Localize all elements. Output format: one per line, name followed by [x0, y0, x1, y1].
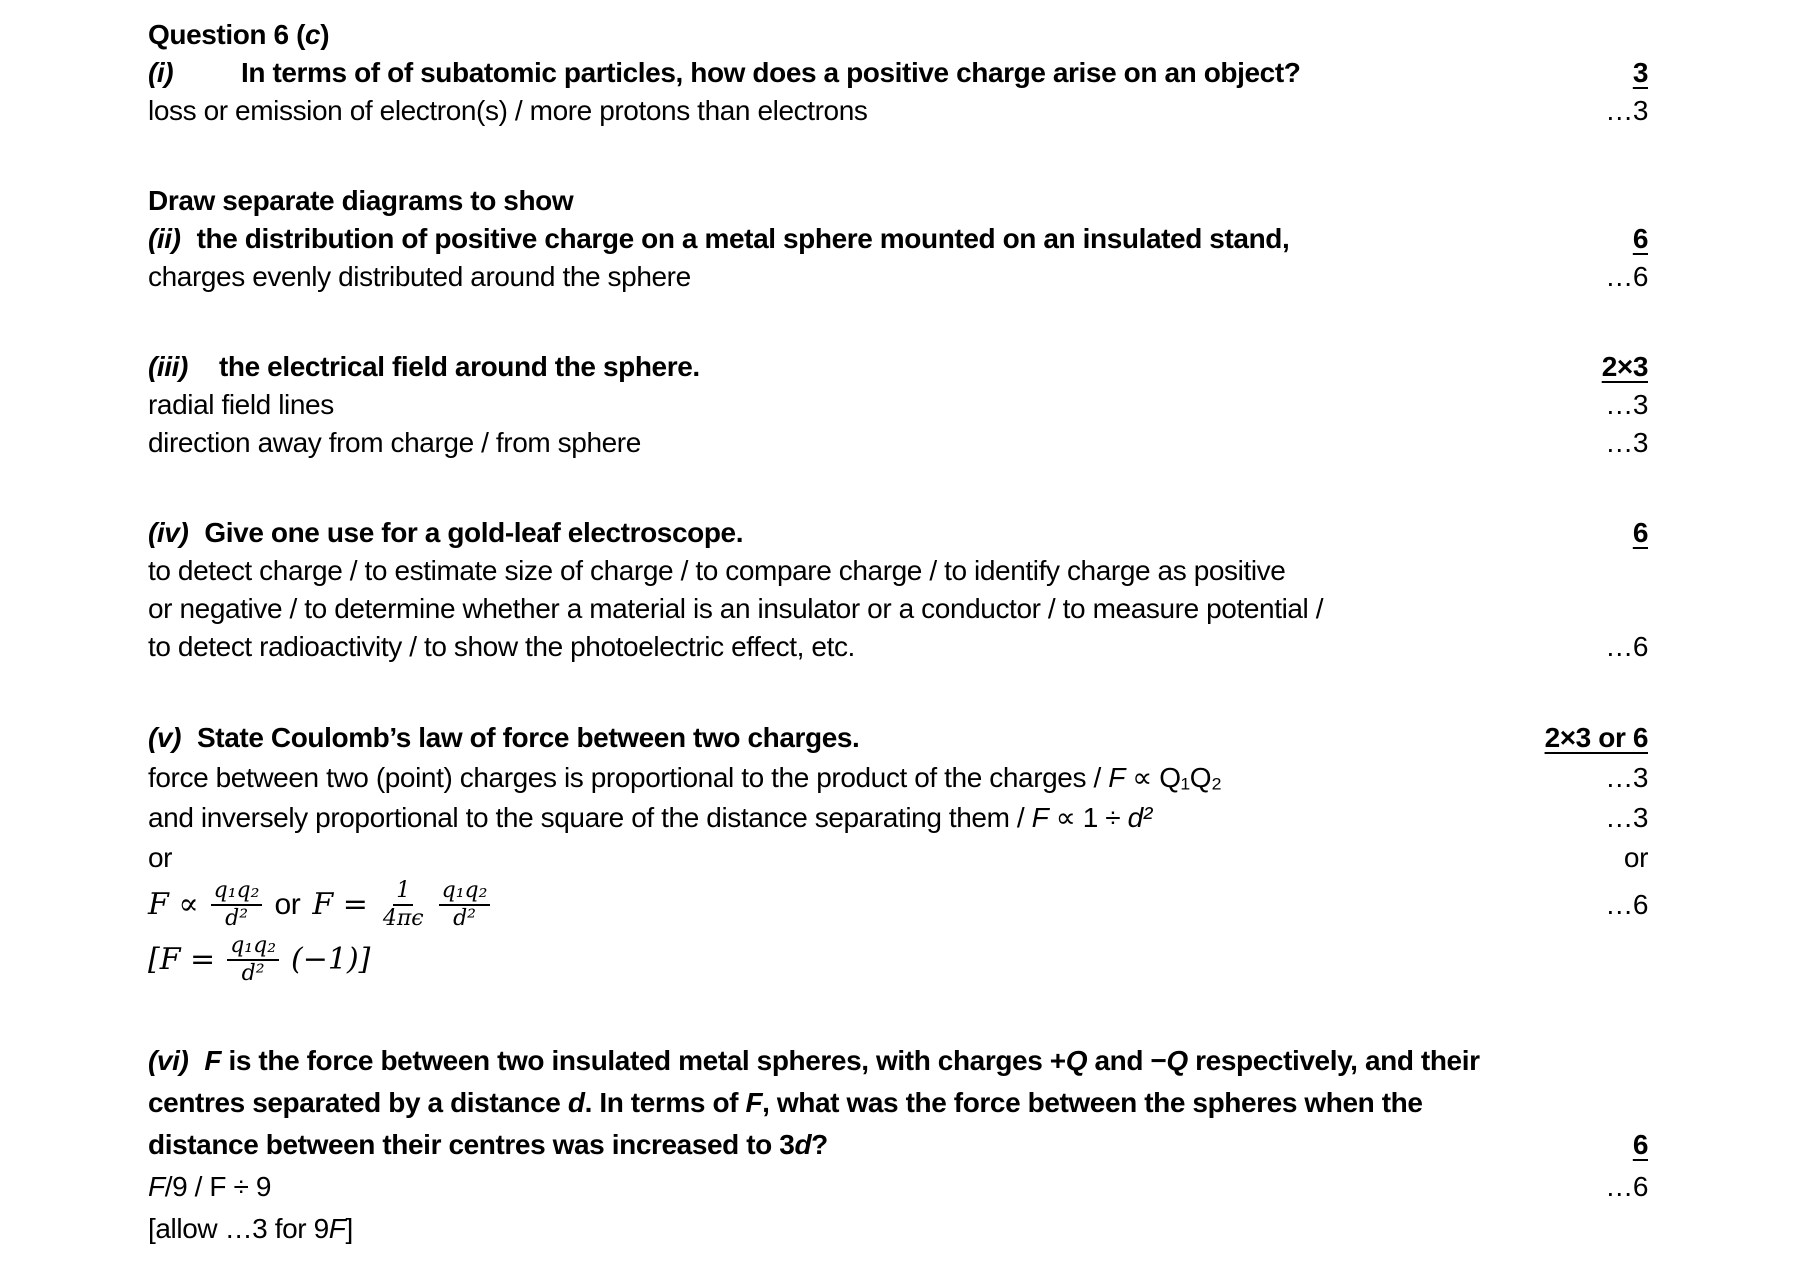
text-segment: F: [328, 1212, 346, 1244]
question-line: [148, 220, 1648, 258]
page-title: [148, 16, 1648, 54]
line-content: [148, 424, 641, 462]
math-text: (−1)]: [291, 942, 371, 978]
answer-line: [148, 628, 1648, 666]
marks-allocation: 2×3 or 6: [1544, 722, 1648, 753]
question-line: [148, 718, 1648, 758]
question-line: [148, 1082, 1648, 1124]
text-segment: to detect radioactivity / to show the photoelectric effect, etc.: [148, 631, 855, 662]
marks-awarded: …3: [1605, 802, 1648, 833]
text-segment: Draw separate diagrams to show: [148, 185, 574, 216]
text-segment: the distribution of positive charge on a metal sphere mounted on an insulated stand,: [196, 223, 1290, 254]
marks-allocation: 6: [1632, 223, 1648, 254]
text-segment: or: [148, 842, 173, 873]
text-segment: d²: [1127, 802, 1152, 833]
text-segment: ∝ 1 ÷: [1048, 802, 1128, 833]
question-section-5: [148, 718, 1648, 988]
marks-awarded: …3: [1605, 389, 1648, 420]
question-line: [148, 182, 1648, 220]
line-content: [197, 220, 1290, 258]
line-content: [148, 552, 1285, 590]
line-content: [148, 933, 370, 988]
question-line: [148, 514, 1648, 552]
marks-awarded: …6: [1605, 631, 1648, 662]
marks-allocation: 6: [1632, 1128, 1648, 1160]
text-segment: loss or emission of electron(s) / more protons than electrons: [148, 95, 868, 126]
text-segment: c: [305, 19, 321, 50]
text-segment: /9 / F ÷ 9: [164, 1170, 272, 1202]
marks-awarded: …3: [1605, 762, 1648, 793]
line-content: [148, 1208, 353, 1250]
text-segment: Question 6 (: [148, 19, 305, 50]
text-segment: d: [794, 1128, 812, 1160]
text-segment: centres separated by a distance: [148, 1086, 568, 1118]
question-section-1: [148, 16, 1648, 130]
text-segment: force between two (point) charges is proportional to the product of the charges /: [148, 762, 1109, 793]
text-segment: F: [1108, 762, 1125, 793]
fraction: [380, 878, 427, 933]
text-segment: respectively, and their: [1187, 1044, 1480, 1076]
answer-line: [148, 424, 1648, 462]
fraction-numerator: q₁q₂: [227, 933, 279, 961]
line-content: [204, 514, 743, 552]
text-segment: to detect charge / to estimate size of charge / to compare charge / to identify charge as positive: [148, 555, 1286, 586]
text-segment: charges evenly distributed around the sphere: [148, 261, 691, 292]
line-content: [219, 348, 700, 386]
line-content: [241, 54, 1300, 92]
text-segment: Q: [1166, 1044, 1188, 1076]
marks-allocation: 6: [1632, 517, 1648, 548]
line-content: [148, 838, 172, 878]
item-label: (vi): [148, 1044, 189, 1076]
question-line: [148, 54, 1648, 92]
line-content: [148, 16, 329, 54]
line-content: [148, 878, 490, 933]
math-text: F =: [312, 887, 368, 923]
line-content: [148, 628, 855, 666]
line-content: [148, 386, 334, 424]
line-content: [148, 1124, 828, 1166]
line-content: [197, 718, 859, 758]
question-section-3: [148, 348, 1648, 462]
question-line: [148, 1124, 1648, 1166]
item-label: (v): [148, 722, 182, 753]
text-segment: ∝ Q₁Q₂: [1124, 762, 1222, 793]
answer-line: [148, 798, 1648, 838]
text-segment: Give one use for a gold-leaf electroscope.: [204, 517, 744, 548]
text-segment: State Coulomb’s law of force between two charges.: [197, 722, 860, 753]
question-section-6: [148, 1040, 1648, 1250]
text-segment: [allow …3 for 9: [148, 1212, 329, 1244]
text-segment: In terms of of subatomic particles, how does a positive charge arise on an object?: [241, 57, 1301, 88]
text-segment: F: [745, 1086, 763, 1118]
text-segment: , what was the force between the spheres when the: [762, 1086, 1423, 1118]
answer-line: [148, 92, 1648, 130]
answer-line: [148, 590, 1648, 628]
text-segment: d: [567, 1086, 585, 1118]
answer-line: [148, 838, 1648, 878]
line-content: [148, 92, 867, 130]
line-content: [148, 258, 691, 296]
text-segment: Q: [1065, 1044, 1088, 1076]
text-segment: . In terms of: [584, 1086, 746, 1118]
text-segment: F: [204, 1044, 222, 1076]
text-segment: radial field lines: [148, 389, 334, 420]
fraction-denominator: d²: [241, 961, 265, 987]
text-segment: is the force between two insulated metal spheres, with charges +: [221, 1044, 1066, 1076]
text-segment: and inversely proportional to the square of the distance separating them /: [148, 802, 1032, 833]
fraction-denominator: d²: [225, 906, 249, 932]
line-content: [148, 1166, 271, 1208]
fraction: [227, 933, 279, 988]
formula-line: [148, 878, 1648, 933]
line-content: [148, 798, 1152, 838]
marks-allocation: 2×3: [1601, 351, 1648, 382]
formula-line: [148, 933, 1648, 988]
answer-line: [148, 258, 1648, 296]
item-label: (iii): [148, 351, 188, 382]
question-line: [148, 348, 1648, 386]
line-content: [148, 590, 1323, 628]
fraction: [211, 878, 263, 933]
text-segment: ?: [811, 1128, 828, 1160]
answer-line: [148, 386, 1648, 424]
math-text: [F =: [148, 942, 216, 978]
line-content: [148, 1082, 1423, 1124]
item-label: (i): [148, 57, 174, 88]
marks-awarded: …3: [1605, 95, 1648, 126]
question-section-2: [148, 182, 1648, 296]
answer-line: [148, 1166, 1648, 1208]
text-segment: the electrical field around the sphere.: [219, 351, 700, 382]
marks-awarded: or: [1623, 842, 1648, 873]
marks-awarded: …3: [1605, 427, 1648, 458]
marks-awarded: …6: [1605, 1170, 1648, 1202]
fraction-denominator: 4πϵ: [382, 906, 424, 932]
fraction: [439, 878, 491, 933]
line-content: [148, 182, 573, 220]
marks-awarded: …6: [1605, 261, 1648, 292]
fraction-numerator: q₁q₂: [439, 878, 491, 906]
text-segment: ): [320, 19, 330, 50]
marks-awarded: …6: [1605, 889, 1648, 921]
answer-line: [148, 758, 1648, 798]
text-segment: F: [148, 1170, 165, 1202]
fraction-numerator: 1: [393, 878, 413, 906]
fraction-numerator: q₁q₂: [211, 878, 263, 906]
item-label: (iv): [148, 517, 189, 548]
text-segment: distance between their centres was increased to 3: [148, 1128, 795, 1160]
text-segment: F: [1031, 802, 1049, 833]
answer-line: [148, 552, 1648, 590]
question-line: [148, 1040, 1648, 1082]
text-segment: ]: [345, 1212, 353, 1244]
fraction-denominator: d²: [453, 906, 476, 932]
item-label: (ii): [148, 223, 181, 254]
answer-line: [148, 1208, 1648, 1250]
line-content: [204, 1040, 1479, 1082]
text-segment: and −: [1087, 1044, 1167, 1076]
question-section-4: [148, 514, 1648, 666]
text-segment: or: [274, 888, 301, 922]
marking-scheme-document: [148, 16, 1648, 1250]
marks-allocation: 3: [1632, 57, 1648, 88]
math-text: F ∝: [148, 887, 199, 923]
text-segment: direction away from charge / from sphere: [148, 427, 641, 458]
text-segment: or negative / to determine whether a material is an insulator or a conductor / to measure potential /: [148, 593, 1324, 624]
line-content: [148, 758, 1222, 798]
